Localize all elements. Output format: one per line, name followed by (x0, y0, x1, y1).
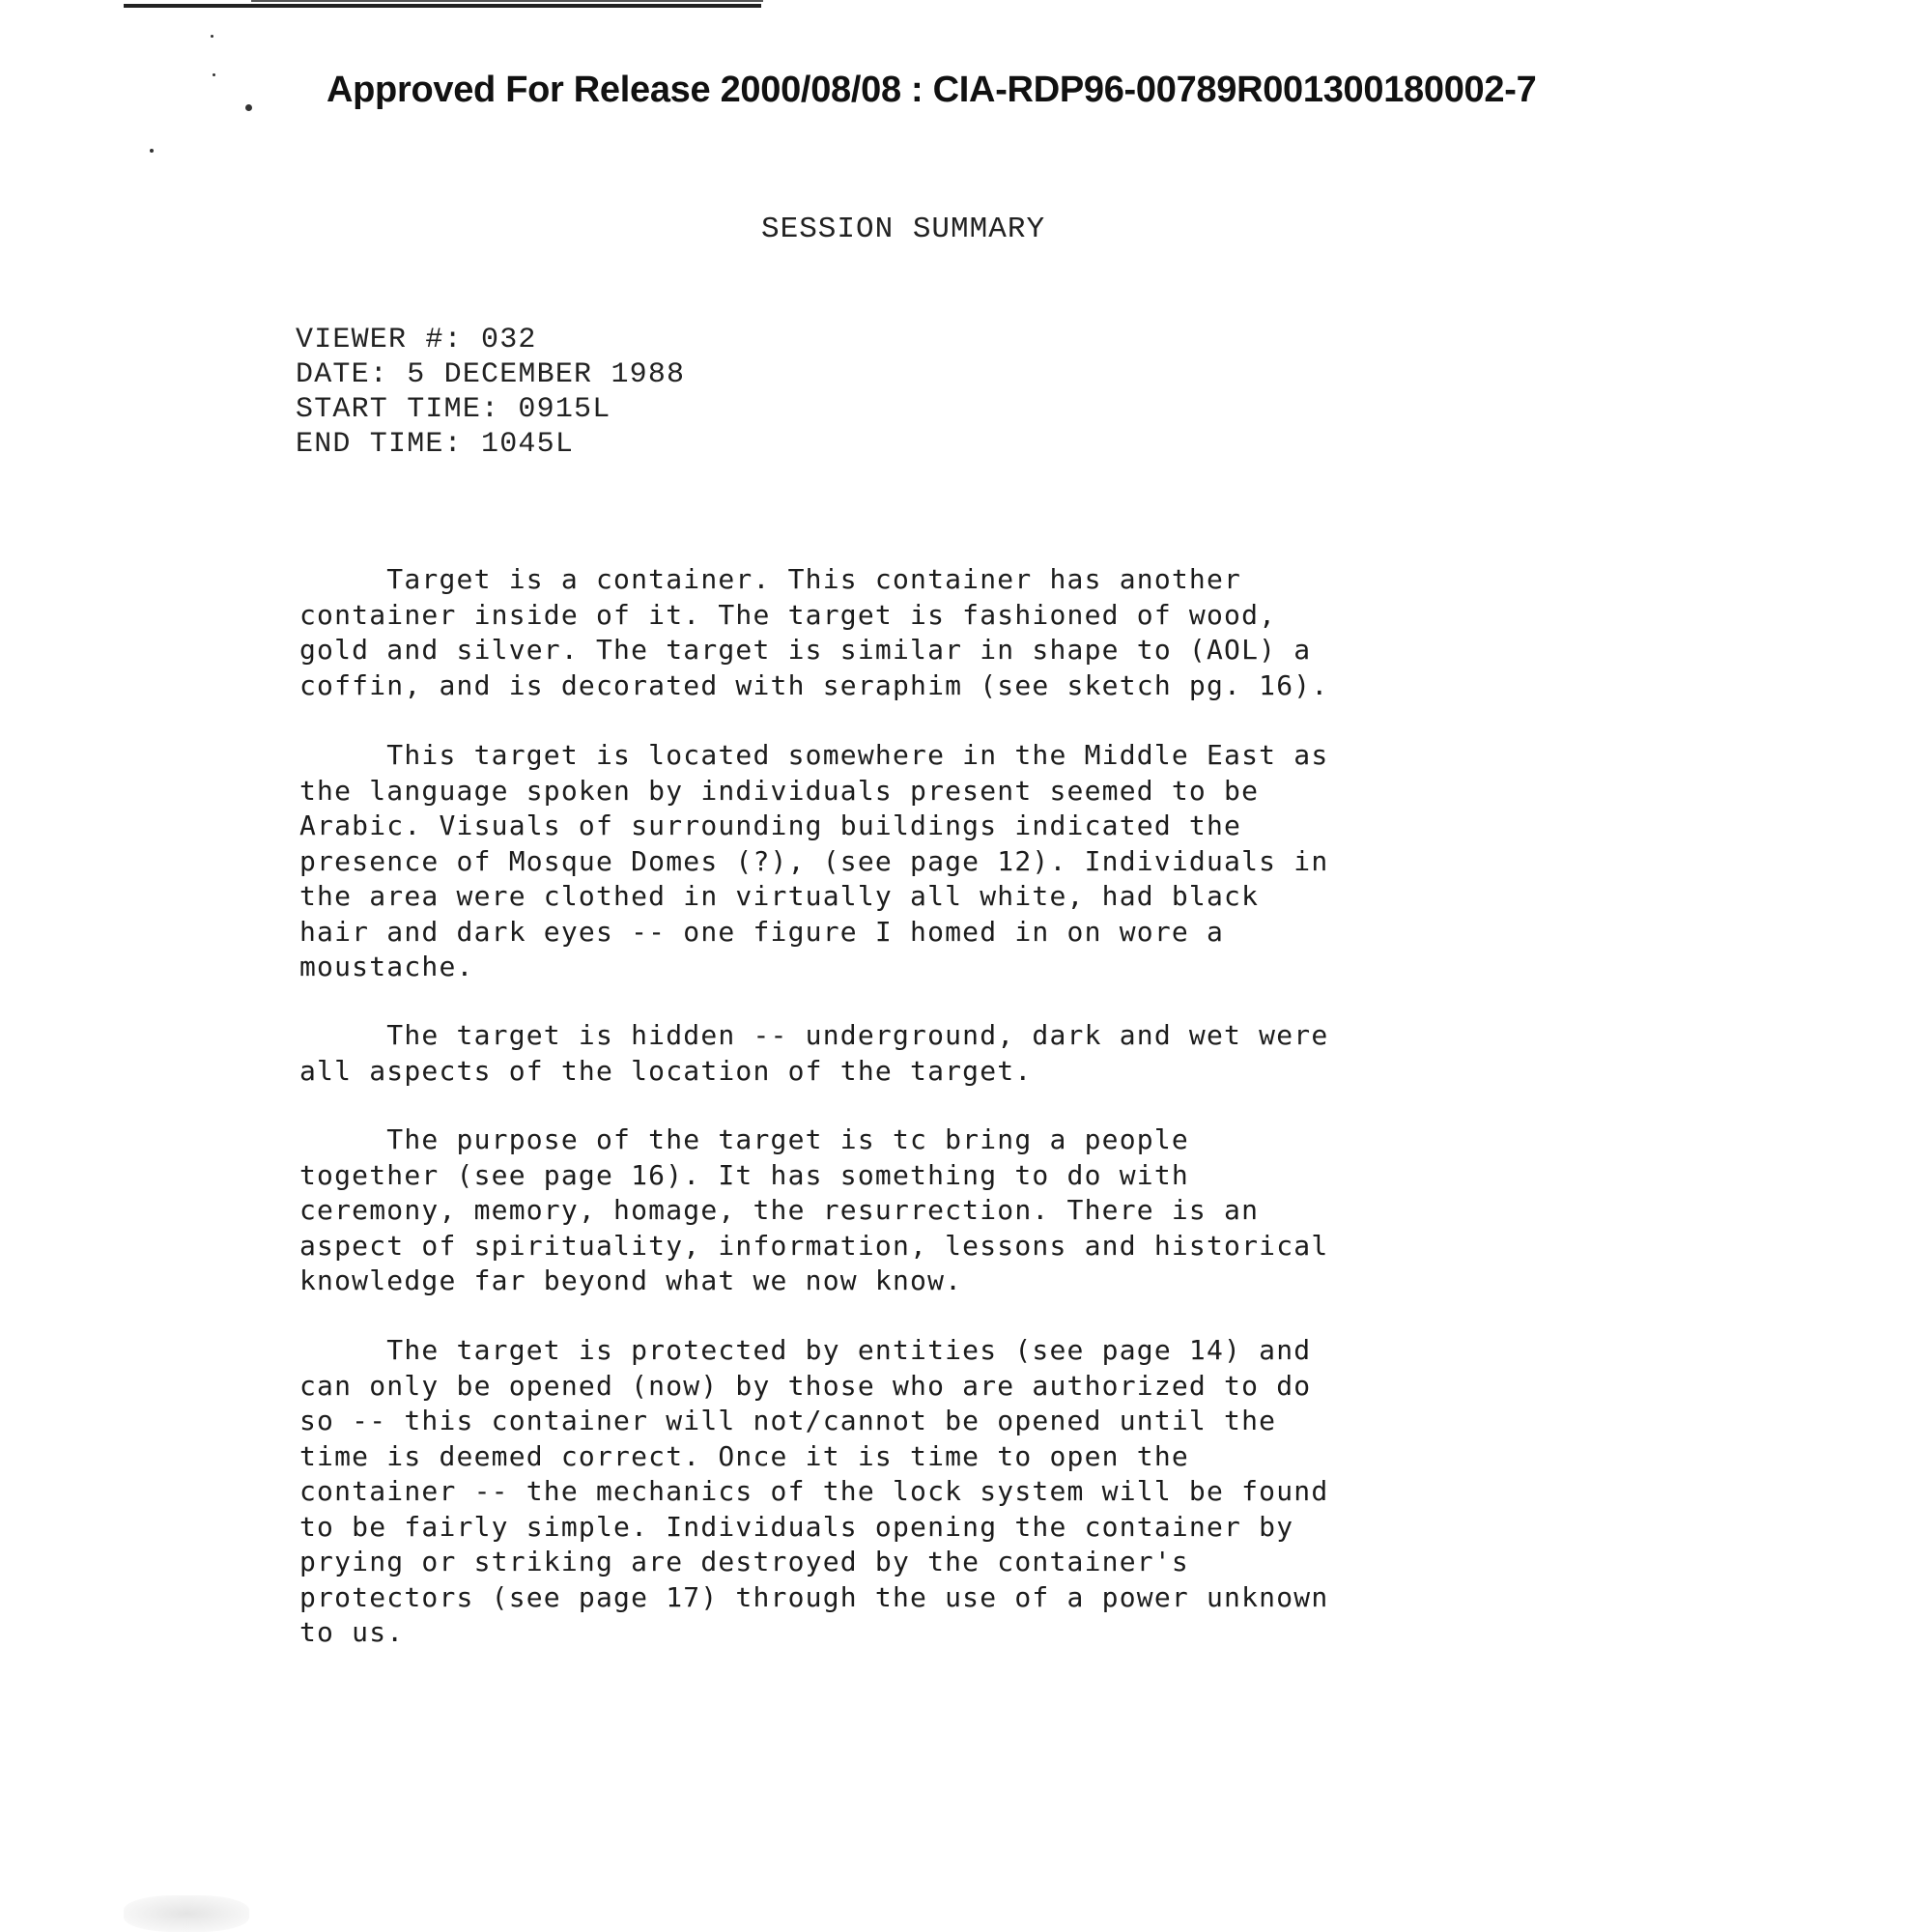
paragraph-line: knowledge far beyond what we now know. (299, 1264, 963, 1296)
paragraph-line: gold and silver. The target is similar in shape to (AOL) a (299, 634, 1312, 666)
paragraph-line: the language spoken by individuals present seemed to be (299, 774, 1260, 807)
paragraph-line: so -- this container will not/cannot be opened until the (299, 1405, 1277, 1436)
paragraph-line: Arabic. Visuals of surrounding buildings indicated the (299, 810, 1242, 841)
paragraph-line: container inside of it. The target is fashioned of wood, (299, 598, 1277, 631)
paragraph-line: The purpose of the target is tc bring a people (299, 1123, 1189, 1155)
paragraph-line: hair and dark eyes -- one figure I homed in on wore a (299, 915, 1225, 948)
paragraph-line: coffin, and is decorated with seraphim (see sketch pg. 16). (299, 668, 1329, 701)
scan-speck (150, 149, 154, 153)
viewer-number: VIEWER #: 032 (296, 324, 537, 356)
release-stamp: Approved For Release 2000/08/08 : CIA-RDP96-00789R001300180002-7 (327, 70, 1537, 110)
paragraph-line: all aspects of the location of the target. (299, 1054, 1033, 1087)
paragraph-line: Target is a container. This container has another (299, 563, 1242, 595)
paragraph-line: to be fairly simple. Individuals opening the container by (299, 1510, 1294, 1543)
paragraph-line: protectors (see page 17) through the use of a power unknown (299, 1580, 1329, 1613)
paragraph-line: presence of Mosque Domes (?), (see page 12). Individuals in (299, 844, 1329, 877)
paragraph-line: aspect of spirituality, information, lessons and historical (299, 1229, 1329, 1262)
paragraph-line: The target is protected by entities (see page 14) and (299, 1334, 1312, 1366)
paragraph-line: ceremony, memory, homage, the resurrection. There is an (299, 1194, 1260, 1226)
scan-smudge (124, 1895, 249, 1932)
paragraph-line: prying or striking are destroyed by the container's (299, 1546, 1189, 1577)
document-title: SESSION SUMMARY (761, 213, 1046, 246)
paragraph-line: container -- the mechanics of the lock system will be found (299, 1475, 1329, 1507)
paragraph-target-description (299, 562, 1584, 703)
scan-speck (213, 73, 215, 76)
scan-top-rule-thin (251, 0, 763, 2)
session-date: DATE: 5 DECEMBER 1988 (296, 358, 686, 391)
paragraph-line: the area were clothed in virtually all white, had black (299, 880, 1260, 912)
paragraph-protection (299, 1333, 1584, 1651)
scan-top-rule (124, 4, 761, 8)
paragraph-line: moustache. (299, 951, 474, 982)
paragraph-location (299, 738, 1584, 985)
paragraph-line: can only be opened (now) by those who are authorized to do (299, 1369, 1312, 1402)
paragraph-line: together (see page 16). It has something to do with (299, 1158, 1189, 1191)
scan-speck (211, 35, 213, 38)
paragraph-hidden (299, 1018, 1584, 1089)
paragraph-line: time is deemed correct. Once it is time to open the (299, 1439, 1189, 1472)
paragraph-purpose (299, 1122, 1584, 1299)
start-time: START TIME: 0915L (296, 393, 611, 426)
end-time: END TIME: 1045L (296, 428, 575, 461)
scan-speck (245, 104, 252, 111)
paragraph-line: to us. (299, 1616, 405, 1648)
paragraph-line: The target is hidden -- underground, dark and wet were (299, 1019, 1329, 1051)
paragraph-line: This target is located somewhere in the Middle East as (299, 739, 1329, 771)
session-metadata (296, 323, 685, 462)
